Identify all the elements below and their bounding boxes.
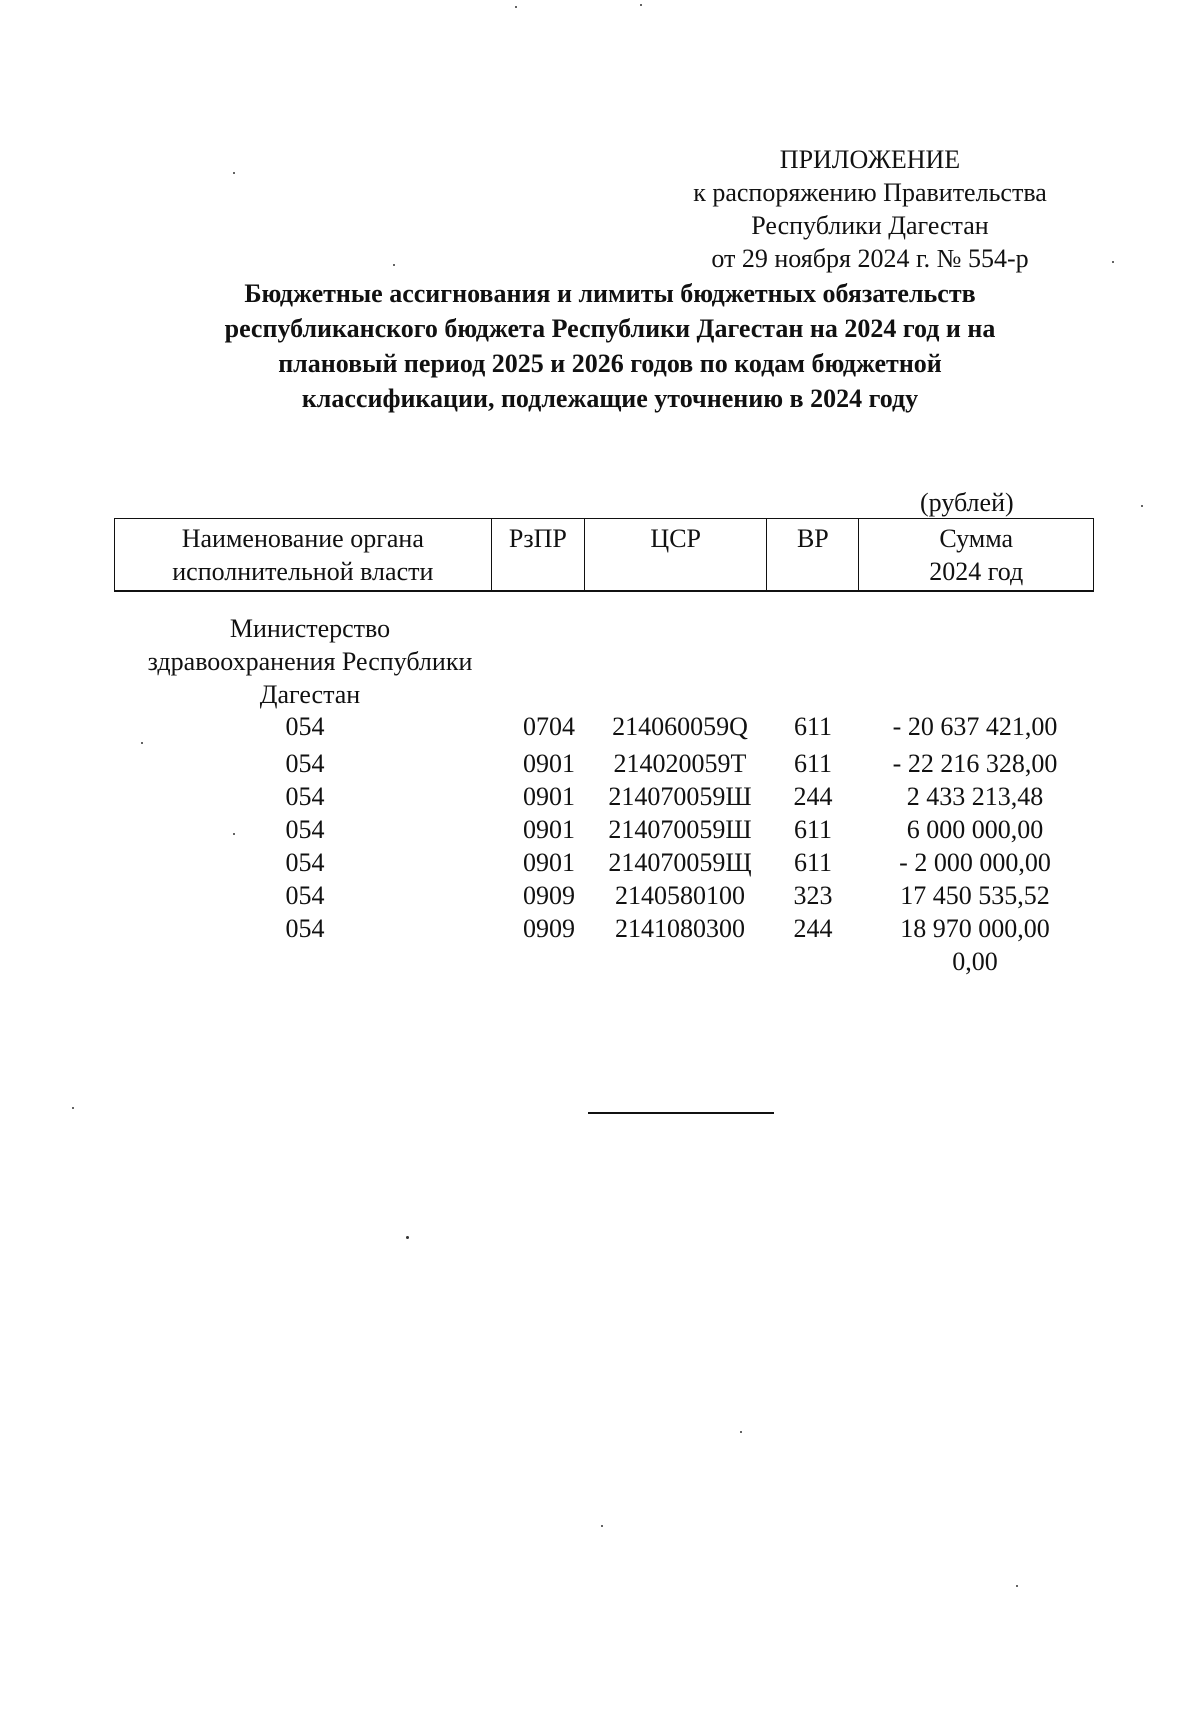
row-sum: 2 433 213,48: [906, 782, 1044, 811]
organization-line-2: здравоохранения Республики: [147, 647, 473, 676]
scan-speck: [233, 833, 235, 835]
header-sum-line-2: 2024 год: [929, 557, 1024, 586]
scan-speck: [1016, 1585, 1018, 1587]
table-row: [0, 846, 1200, 879]
row-sum: 17 450 535,52: [900, 881, 1050, 910]
row-rzpr: 0901: [523, 749, 575, 778]
organization-line-3: Дагестан: [259, 680, 361, 709]
organization-name: [118, 612, 502, 711]
scan-speck: [740, 1431, 742, 1433]
row-csr: 214070059Ш: [608, 815, 752, 844]
header-name-line-2: исполнительной власти: [172, 557, 434, 586]
scan-speck: [233, 172, 235, 174]
appendix-line-2: Республики Дагестан: [751, 211, 989, 240]
row-vr: 244: [793, 782, 833, 811]
row-csr: 214060059Q: [612, 712, 748, 741]
appendix-heading: ПРИЛОЖЕНИЕ: [779, 145, 961, 174]
row-csr: 214020059T: [613, 749, 747, 778]
document-title: [150, 276, 1070, 416]
title-line-4: классификации, подлежащие уточнению в 2024 году: [301, 384, 919, 413]
scan-speck: [1112, 261, 1114, 263]
scan-speck: [1141, 505, 1143, 507]
row-rzpr: 0704: [523, 712, 575, 741]
table-row: [0, 912, 1200, 945]
row-sum: 18 970 000,00: [900, 914, 1050, 943]
header-name-line-1: Наименование органа: [181, 524, 424, 553]
scan-speck: [406, 1236, 409, 1239]
units-label: (рублей): [920, 488, 1014, 517]
end-divider: [588, 1112, 774, 1114]
header-sum-line-1: Сумма: [939, 524, 1014, 553]
table-header: [114, 518, 1094, 592]
row-code: 054: [285, 815, 325, 844]
title-line-1: Бюджетные ассигнования и лимиты бюджетных обязательств: [244, 279, 976, 308]
total-sum: 0,00: [952, 947, 998, 976]
row-csr: 214070059Ш: [608, 782, 752, 811]
row-vr: 611: [793, 712, 833, 741]
row-csr: 2140580100: [615, 881, 745, 910]
appendix-line-1: к распоряжению Правительства: [693, 178, 1047, 207]
row-code: 054: [285, 848, 325, 877]
table-row: [0, 879, 1200, 912]
row-sum: - 22 216 328,00: [892, 749, 1058, 778]
row-vr: 323: [793, 881, 833, 910]
row-rzpr: 0901: [523, 815, 575, 844]
appendix-block: [660, 143, 1080, 275]
scan-speck: [601, 1525, 603, 1527]
row-rzpr: 0909: [523, 914, 575, 943]
scan-speck: [141, 742, 143, 744]
row-sum: - 20 637 421,00: [892, 712, 1058, 741]
scan-speck: [515, 6, 517, 8]
row-sum: 6 000 000,00: [906, 815, 1044, 844]
table-row: [0, 747, 1200, 780]
scan-speck: [72, 1107, 74, 1109]
header-name: [115, 519, 492, 592]
header-vr: ВР: [767, 519, 859, 592]
row-rzpr: 0901: [523, 848, 575, 877]
row-code: 054: [285, 749, 325, 778]
row-rzpr: 0901: [523, 782, 575, 811]
header-sum: [859, 519, 1094, 592]
row-code: 054: [285, 914, 325, 943]
row-rzpr: 0909: [523, 881, 575, 910]
header-rzpr: РзПР: [491, 519, 585, 592]
header-csr: ЦСР: [585, 519, 767, 592]
header-row: [115, 519, 1094, 592]
row-vr: 244: [793, 914, 833, 943]
table-row: [0, 813, 1200, 846]
organization-line-1: Министерство: [229, 614, 391, 643]
row-sum: - 2 000 000,00: [899, 848, 1051, 877]
row-code: 054: [285, 712, 325, 741]
row-csr: 214070059Щ: [608, 848, 752, 877]
table-row: [0, 710, 1200, 743]
row-vr: 611: [793, 815, 833, 844]
row-vr: 611: [793, 749, 833, 778]
row-vr: 611: [793, 848, 833, 877]
appendix-date-number: от 29 ноября 2024 г. № 554-р: [711, 244, 1029, 273]
row-code: 054: [285, 881, 325, 910]
table-row: [0, 780, 1200, 813]
scan-speck: [640, 4, 642, 6]
row-csr: 2141080300: [615, 914, 745, 943]
title-line-2: республиканского бюджета Республики Дагестан на 2024 год и на: [224, 314, 996, 343]
scan-speck: [393, 264, 395, 266]
row-code: 054: [285, 782, 325, 811]
title-line-3: плановый период 2025 и 2026 годов по кодам бюджетной: [278, 349, 942, 378]
